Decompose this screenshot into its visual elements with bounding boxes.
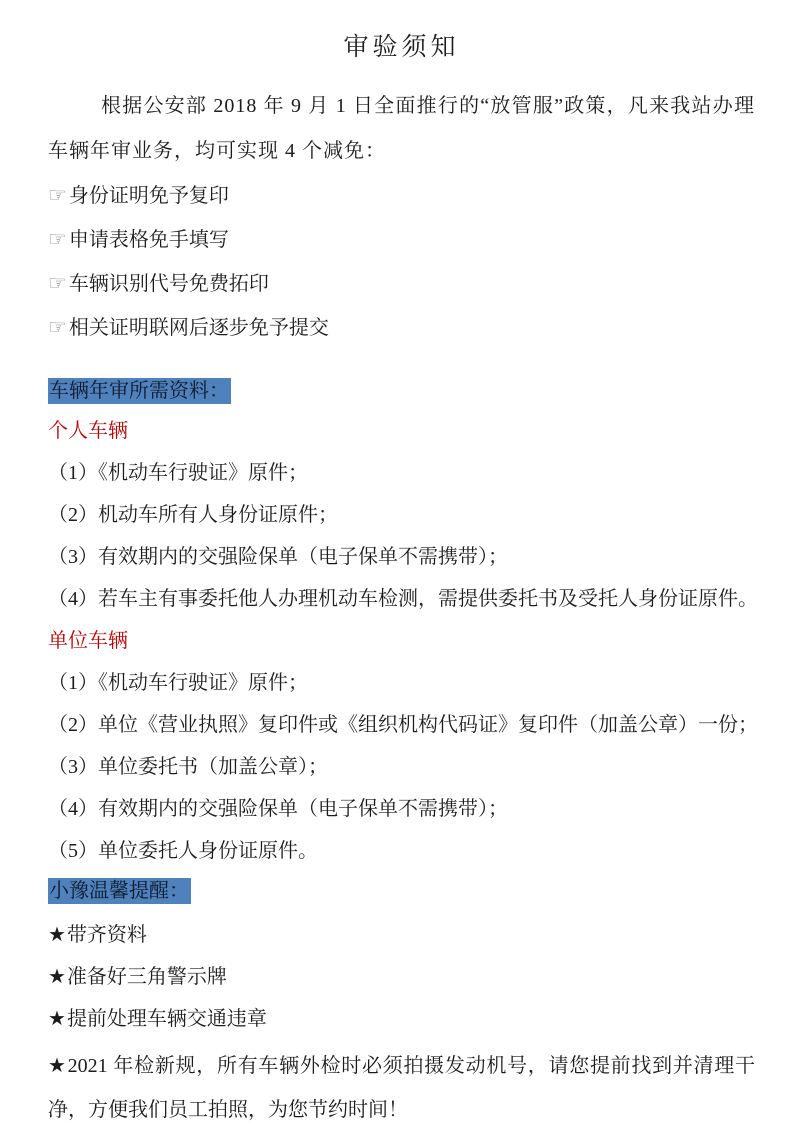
tip-text: 带齐资料 (66, 924, 147, 946)
benefits-list (48, 174, 755, 350)
tip-item (48, 914, 755, 956)
benefit-item (48, 174, 755, 218)
list-item: （1）《机动车行驶证》原件； (48, 672, 308, 694)
pointing-finger-icon: ☞ (48, 227, 67, 251)
notice-text: 2021 年检新规，所有车辆外检时必须拍摄发动机号，请您提前找到并清理干净，方便我们员工拍照，为您节约时间！ (48, 1055, 755, 1121)
benefit-item (48, 306, 755, 350)
tips-list (48, 914, 755, 1040)
tip-item (48, 998, 755, 1040)
list-item: （2）单位《营业执照》复印件或《组织机构代码证》复印件（加盖公章）一份； (48, 714, 758, 736)
list-item: （2）机动车所有人身份证原件； (48, 504, 338, 526)
star-icon: ★ (48, 966, 66, 988)
list-item: （1）《机动车行驶证》原件； (48, 462, 308, 484)
benefit-text: 车辆识别代号免费拓印 (68, 273, 269, 295)
list-item: （3）单位委托书（加盖公章）； (48, 756, 328, 778)
personal-vehicle-list (48, 452, 758, 620)
list-item: （4）若车主有事委托他人办理机动车检测，需提供委托书及受托人身份证原件。 (48, 588, 758, 610)
tip-item (48, 956, 755, 998)
page-title: 审验须知 (343, 34, 460, 61)
star-icon: ★ (48, 924, 66, 946)
company-vehicle-list (48, 662, 758, 872)
materials-section-header: 车辆年审所需资料： (49, 380, 229, 402)
benefit-text: 相关证明联网后逐步免予提交 (68, 317, 329, 339)
benefit-item (48, 218, 755, 262)
company-vehicle-heading: 单位车辆 (48, 630, 128, 652)
materials-section-header-line (48, 376, 755, 406)
star-icon: ★ (48, 1008, 66, 1030)
benefit-item (48, 262, 755, 306)
benefit-text: 身份证明免予复印 (68, 185, 229, 207)
list-item: （4）有效期内的交强险保单（电子保单不需携带）； (48, 798, 508, 820)
pointing-finger-icon: ☞ (48, 315, 67, 339)
pointing-finger-icon: ☞ (48, 183, 67, 207)
pointing-finger-icon: ☞ (48, 271, 67, 295)
list-item: （3）有效期内的交强险保单（电子保单不需携带）； (48, 546, 508, 568)
list-item: （5）单位委托人身份证原件。 (48, 840, 318, 862)
tips-section-header: 小豫温馨提醒： (49, 880, 189, 902)
notice-paragraph (48, 1044, 755, 1132)
personal-vehicle-heading: 个人车辆 (48, 420, 128, 442)
tip-text: 准备好三角警示牌 (66, 966, 227, 988)
star-icon: ★ (48, 1055, 67, 1077)
tip-text: 提前处理车辆交通违章 (66, 1008, 267, 1030)
benefit-text: 申请表格免手填写 (68, 229, 229, 251)
intro-paragraph: 根据公安部 2018 年 9 月 1 日全面推行的“放管服”政策，凡来我站办理车辆年审业务，均可实现 4 个减免： (48, 95, 755, 162)
tips-section-header-line (48, 876, 755, 906)
